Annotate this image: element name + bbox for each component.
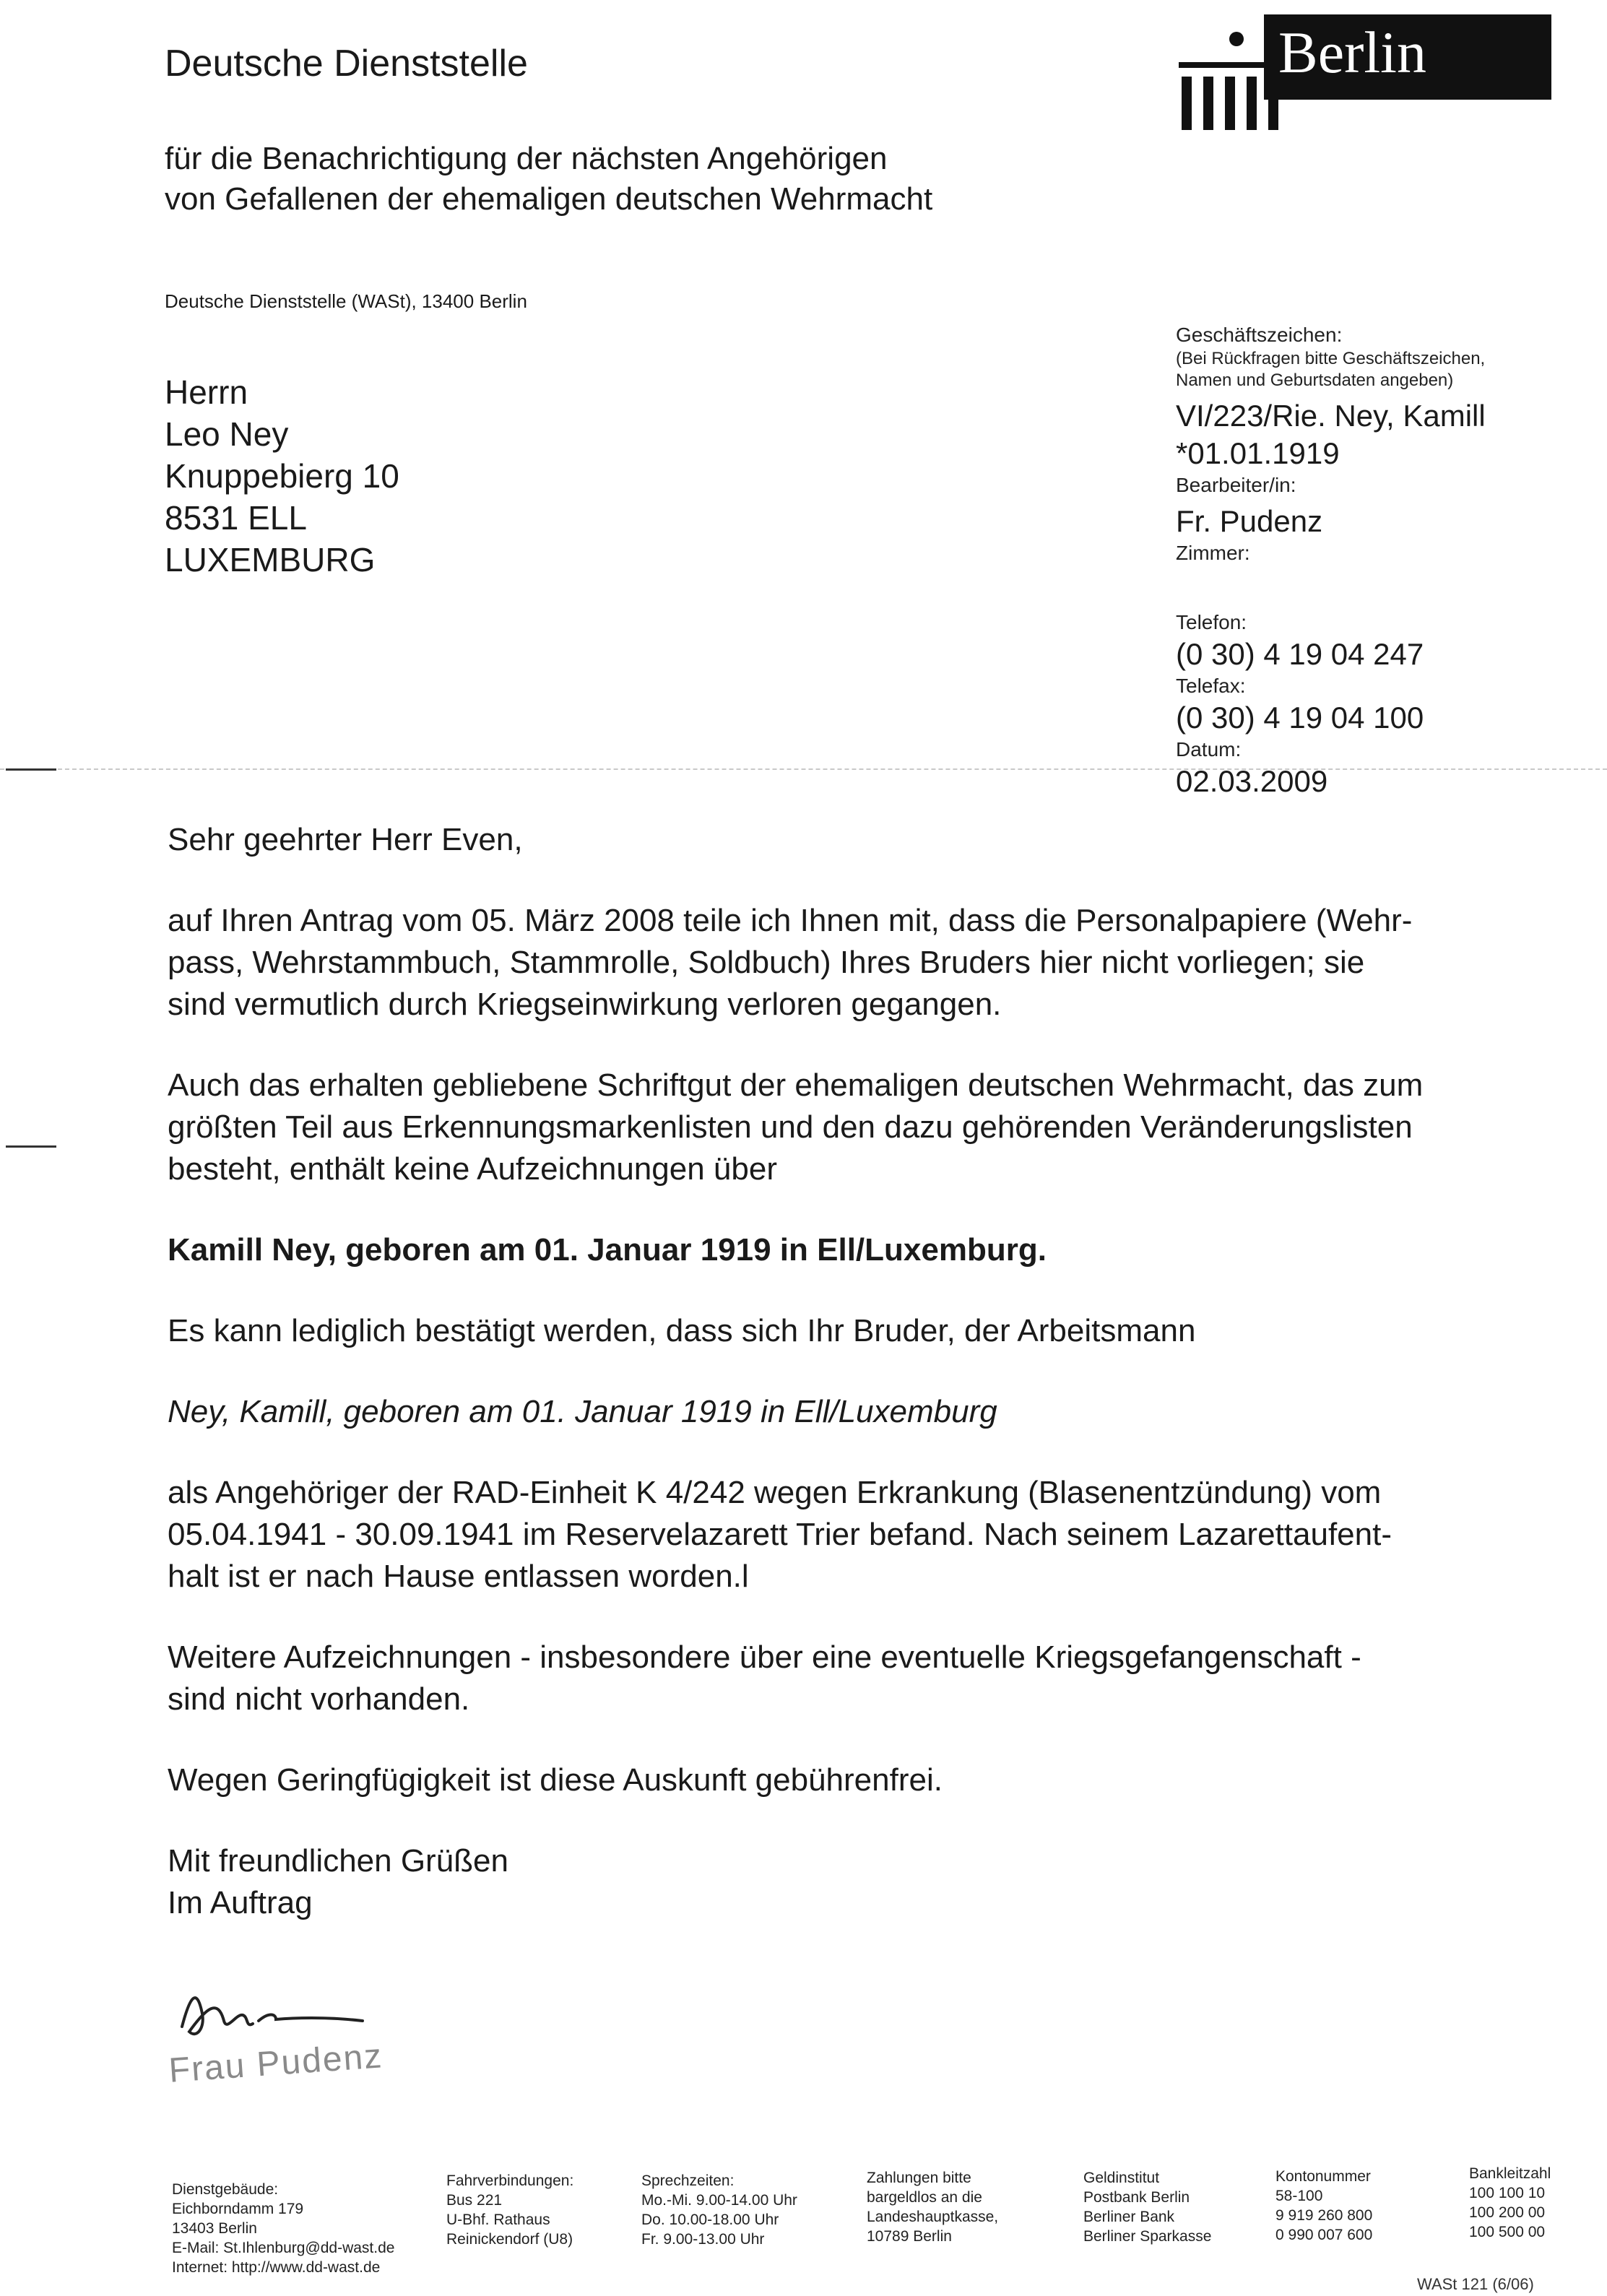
signature-stamp: Frau Pudenz <box>168 2037 384 2090</box>
footer-transport <box>446 2171 573 2249</box>
recipient-name: Leo Ney <box>165 415 289 453</box>
fax-value: (0 30) 4 19 04 100 <box>1176 701 1424 735</box>
paragraph-6: Wegen Geringfügigkeit ist diese Auskunft gebührenfrei. <box>168 1762 943 1798</box>
fax-label: Telefax: <box>1176 675 1246 697</box>
reference-note: Namen und Geburtsdaten angeben) <box>1176 371 1454 390</box>
footer-text: Geldinstitut <box>1083 2170 1160 2186</box>
paragraph-3: Es kann lediglich bestätigt werden, dass sich Ihr Bruder, der Arbeitsmann <box>168 1313 1196 1348</box>
reference-note: (Bei Rückfragen bitte Geschäftszeichen, <box>1176 349 1486 368</box>
footer-text: Fr. 9.00-13.00 Uhr <box>641 2231 765 2248</box>
text-line: halt ist er nach Hause entlassen worden.l <box>168 1559 749 1594</box>
room-label: Zimmer: <box>1176 542 1250 564</box>
footer-text: bargeldlos an die <box>867 2189 982 2206</box>
recipient-salutation: Herrn <box>165 373 248 411</box>
logo-column <box>1225 77 1235 130</box>
footer-text: Zahlungen bitte <box>867 2170 971 2186</box>
logo-text: Berlin <box>1278 20 1426 85</box>
paragraph-4 <box>168 1472 1583 1598</box>
text-line: sind vermutlich durch Kriegseinwirkung verloren gegangen. <box>168 987 1002 1022</box>
paragraph-1 <box>168 900 1583 1026</box>
organization-title: Deutsche Dienststelle <box>165 43 528 85</box>
text-line: als Angehöriger der RAD-Einheit K 4/242 wegen Erkrankung (Blasenentzündung) vom <box>168 1475 1382 1510</box>
closing-line: Mit freundlichen Grüßen <box>168 1843 508 1879</box>
fold-mark <box>6 768 56 771</box>
footer-text: Berliner Bank <box>1083 2209 1175 2225</box>
text-line: Weitere Aufzeichnungen - insbesondere über eine eventuelle Kriegsgefangenschaft - <box>168 1639 1361 1675</box>
footer-text: 58-100 <box>1275 2188 1323 2204</box>
footer-text: Bankleitzahl <box>1469 2165 1551 2182</box>
clerk-label: Bearbeiter/in: <box>1176 474 1296 496</box>
footer-text: Berliner Sparkasse <box>1083 2228 1212 2245</box>
footer-email: E-Mail: St.Ihlenburg@dd-wast.de <box>172 2240 395 2256</box>
phone-label: Telefon: <box>1176 611 1247 633</box>
closing-line: Im Auftrag <box>168 1885 313 1920</box>
subtitle-line: von Gefallenen der ehemaligen deutschen Wehrmacht <box>165 181 933 217</box>
footer-text: 100 500 00 <box>1469 2224 1546 2240</box>
text-line: sind nicht vorhanden. <box>168 1681 470 1717</box>
clerk-name: Fr. Pudenz <box>1176 504 1323 538</box>
logo-column <box>1182 77 1192 130</box>
closing <box>168 1840 1583 1924</box>
subject-italic: Ney, Kamill, geboren am 01. Januar 1919 in Ell/Luxemburg <box>168 1394 997 1429</box>
footer-payment <box>867 2168 998 2246</box>
subtitle-line: für die Benachrichtigung der nächsten Angehörigen <box>165 141 888 176</box>
form-code: WASt 121 (6/06) <box>1417 2275 1534 2293</box>
phone-value: (0 30) 4 19 04 247 <box>1176 637 1424 671</box>
reference-label: Geschäftszeichen: <box>1176 324 1343 346</box>
reference-block <box>1176 322 1580 800</box>
reference-code: VI/223/Rie. Ney, Kamill <box>1176 399 1486 433</box>
footer-text: Landeshauptkasse, <box>867 2209 999 2225</box>
footer-text: 10789 Berlin <box>867 2228 952 2245</box>
text-line: 05.04.1941 - 30.09.1941 im Reservelazarett Trier befand. Nach seinem Lazarettaufent- <box>168 1517 1392 1552</box>
logo-column <box>1247 77 1257 130</box>
logo-dot <box>1229 32 1244 46</box>
footer-text: 100 200 00 <box>1469 2204 1546 2221</box>
date-label: Datum: <box>1176 738 1242 761</box>
greeting: Sehr geehrter Herr Even, <box>168 822 523 857</box>
footer-hours <box>641 2171 797 2249</box>
recipient-street: Knuppebierg 10 <box>165 457 399 495</box>
fold-line <box>0 768 1607 770</box>
footer-text: 100 100 10 <box>1469 2185 1546 2201</box>
footer-text: Reinickendorf (U8) <box>446 2231 573 2248</box>
footer-text: Bus 221 <box>446 2192 503 2209</box>
footer-text: Postbank Berlin <box>1083 2189 1190 2206</box>
footer-text: 9 919 260 800 <box>1275 2207 1373 2224</box>
handwritten-signature <box>168 1970 377 2050</box>
recipient-country: LUXEMBURG <box>165 541 376 579</box>
footer-text: Sprechzeiten: <box>641 2172 735 2189</box>
footer-text: Mo.-Mi. 9.00-14.00 Uhr <box>641 2192 797 2209</box>
footer-text: Fahrverbindungen: <box>446 2172 574 2189</box>
organization-subtitle <box>165 139 932 220</box>
footer-text: Eichborndamm 179 <box>172 2201 304 2217</box>
date-value: 02.03.2009 <box>1176 764 1328 798</box>
text-line: größten Teil aus Erkennungsmarkenlisten und den dazu gehörenden Veränderungslisten <box>168 1109 1413 1145</box>
footer-text: 13403 Berlin <box>172 2220 257 2237</box>
footer-bank <box>1083 2168 1211 2246</box>
recipient-address <box>165 371 399 581</box>
logo-column <box>1203 77 1213 130</box>
footer-sortcode <box>1469 2164 1551 2242</box>
footer-text: U-Bhf. Rathaus <box>446 2211 550 2228</box>
text-line: Auch das erhalten gebliebene Schriftgut der ehemaligen deutschen Wehrmacht, das zum <box>168 1067 1424 1103</box>
paragraph-2 <box>168 1065 1583 1190</box>
footer-text: Do. 10.00-18.00 Uhr <box>641 2211 779 2228</box>
text-line: besteht, enthält keine Aufzeichnungen über <box>168 1151 777 1187</box>
sender-line: Deutsche Dienststelle (WASt), 13400 Berlin <box>165 290 527 312</box>
recipient-city: 8531 ELL <box>165 499 307 537</box>
berlin-logo <box>1179 13 1554 129</box>
subject-bold: Kamill Ney, geboren am 01. Januar 1919 in Ell/Luxemburg. <box>168 1232 1047 1268</box>
punch-mark <box>6 1145 56 1148</box>
footer-account <box>1275 2167 1372 2245</box>
paragraph-5 <box>168 1637 1583 1720</box>
footer-website: Internet: http://www.dd-wast.de <box>172 2259 381 2276</box>
text-line: pass, Wehrstammbuch, Stammrolle, Soldbuch) Ihres Bruders hier nicht vorliegen; sie <box>168 945 1365 980</box>
text-line: auf Ihren Antrag vom 05. März 2008 teile ich Ihnen mit, dass die Personalpapiere (Wehr- <box>168 903 1413 938</box>
footer-building <box>172 2180 394 2277</box>
reference-birthdate: *01.01.1919 <box>1176 436 1340 470</box>
footer-text: 0 990 007 600 <box>1275 2227 1373 2243</box>
footer-text: Kontonummer <box>1275 2168 1371 2185</box>
letter-body <box>168 819 1583 1924</box>
footer-text: Dienstgebäude: <box>172 2181 279 2198</box>
